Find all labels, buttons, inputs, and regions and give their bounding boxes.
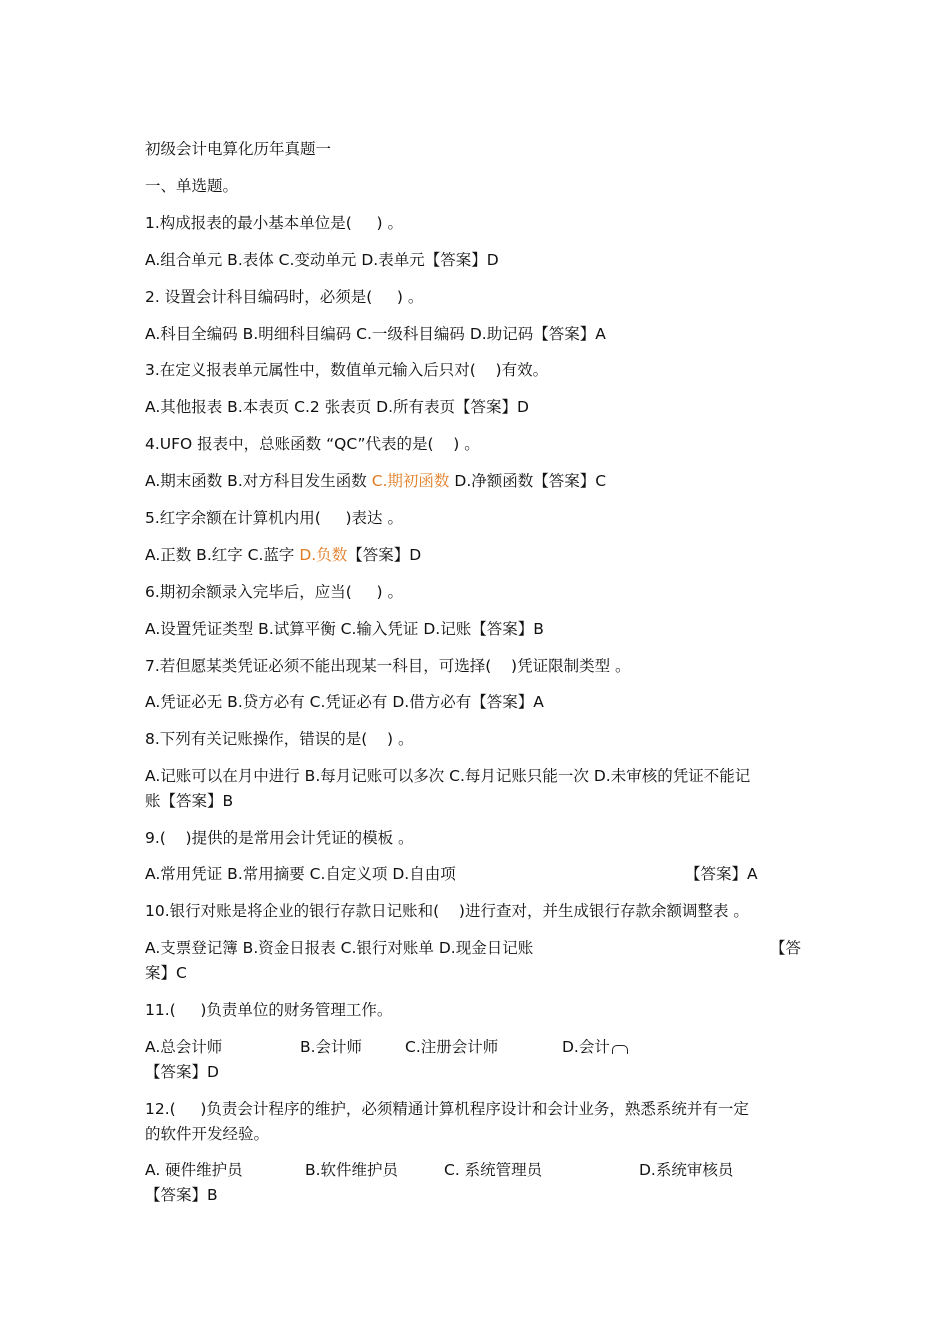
options-4-d: D.净额函数【答案】C xyxy=(449,472,607,490)
answer-9: 【答案】A xyxy=(685,865,758,883)
option-11-b: B.会计师 xyxy=(300,1038,363,1056)
options-2: A.科目全编码 B.明细科目编码 C.一级科目编码 D.助记码【答案】A xyxy=(145,325,606,343)
answer-10-part2: 案】C xyxy=(145,964,187,982)
question-10: 10.银行对账是将企业的银行存款日记账和( )进行查对，并生成银行存款余额调整表 。 xyxy=(145,902,749,920)
question-1: 1.构成报表的最小基本单位是( ) 。 xyxy=(145,214,403,232)
document-title: 初级会计电算化历年真题一 xyxy=(145,140,332,158)
answer-12: 【答案】B xyxy=(145,1186,218,1204)
question-9: 9.( )提供的是常用会计凭证的模板 。 xyxy=(145,829,414,847)
options-7: A.凭证必无 B.贷方必有 C.凭证必有 D.借方必有【答案】A xyxy=(145,693,544,711)
options-9: A.常用凭证 B.常用摘要 C.自定义项 D.自由项 xyxy=(145,865,456,883)
question-4: 4.UFO 报表中，总账函数 “QC”代表的是( ) 。 xyxy=(145,435,480,453)
options-3: A.其他报表 B.本表页 C.2 张表页 D.所有表页【答案】D xyxy=(145,398,529,416)
option-11-c: C.注册会计师 xyxy=(405,1038,499,1056)
options-5-abc: A.正数 B.红字 C.蓝字 xyxy=(145,546,300,564)
option-11-d xyxy=(562,1035,628,1059)
options-4-ab: A.期末函数 B.对方科目发生函数 xyxy=(145,472,372,490)
question-2: 2. 设置会计科目编码时，必须是( ) 。 xyxy=(145,288,424,306)
question-12-line2: 的软件开发经验。 xyxy=(145,1125,270,1143)
option-11-d-text: D.会计 xyxy=(562,1038,610,1056)
options-5 xyxy=(145,543,421,567)
answer-10-part1: 【答 xyxy=(770,939,802,957)
question-7: 7.若但愿某类凭证必须不能出现某一科目，可选择( )凭证限制类型 。 xyxy=(145,657,631,675)
options-4-c-highlight: C.期初函数 xyxy=(371,472,450,490)
question-12-line1: 12.( )负责会计程序的维护，必须精通计算机程序设计和会计业务，熟悉系统并有一定 xyxy=(145,1100,749,1118)
question-8: 8.下列有关记账操作，错误的是( ) 。 xyxy=(145,730,414,748)
question-11: 11.( )负责单位的财务管理工作。 xyxy=(145,1001,393,1019)
option-12-b: B.软件维护员 xyxy=(305,1161,399,1179)
options-4 xyxy=(145,469,606,493)
question-5: 5.红字余额在计算机内用( )表达 。 xyxy=(145,509,403,527)
options-6: A.设置凭证类型 B.试算平衡 C.输入凭证 D.记账【答案】B xyxy=(145,620,544,638)
options-10: A.支票登记簿 B.资金日报表 C.银行对账单 D.现金日记账 xyxy=(145,939,534,957)
option-12-a: A. 硬件维护员 xyxy=(145,1161,243,1179)
question-6: 6.期初余额录入完毕后，应当( ) 。 xyxy=(145,583,403,601)
options-5-d-highlight: D.负数 xyxy=(299,546,348,564)
answer-11: 【答案】D xyxy=(145,1063,219,1081)
options-8-line1: A.记账可以在月中进行 B.每月记账可以多次 C.每月记账只能一次 D.未审核的凭证不能记 xyxy=(145,767,751,785)
option-11-a: A.总会计师 xyxy=(145,1038,223,1056)
option-12-d: D.系统审核员 xyxy=(639,1161,734,1179)
options-1: A.组合单元 B.表体 C.变动单元 D.表单元【答案】D xyxy=(145,251,499,269)
cursor-mark-icon xyxy=(612,1045,628,1054)
question-3: 3.在定义报表单元属性中，数值单元输入后只对( )有效。 xyxy=(145,361,549,379)
options-8-line2: 账【答案】B xyxy=(145,792,234,810)
section-heading: 一、单选题。 xyxy=(145,177,239,195)
options-5-answer: 【答案】D xyxy=(347,546,422,564)
option-12-c: C. 系统管理员 xyxy=(444,1161,543,1179)
